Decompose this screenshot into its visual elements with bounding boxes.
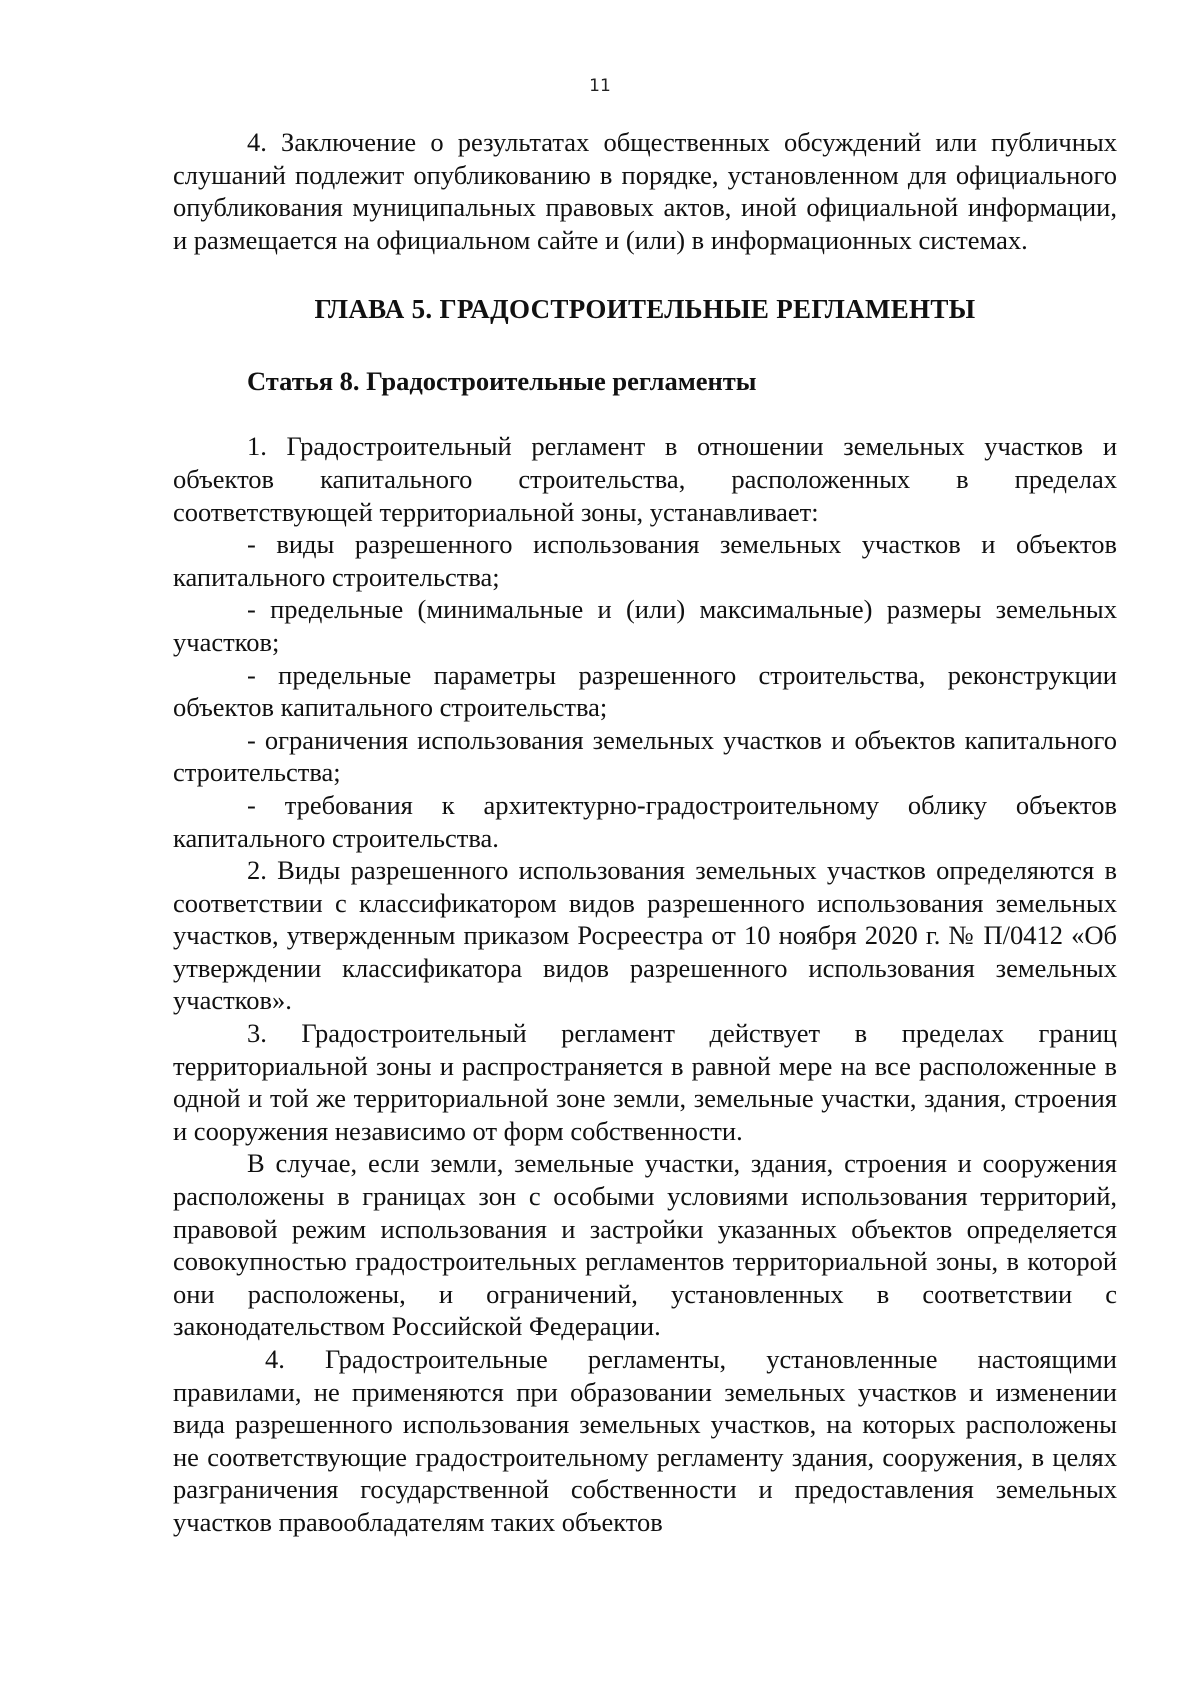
paragraph-4: 4. Градостроительные регламенты, установленные настоящими правилами, не применяются при образовании земельных участков и изменении вида разрешенного использования земельных участков, на которых расположены не соответствующие градостроительному регламенту здания, сооружения, в целях разграничения государственной собственности и предоставления земельных участков правообладателям таких объектов	[173, 1344, 1117, 1537]
bullet-5: - требования к архитектурно-градостроительному облику объектов капитального строительства.	[173, 789, 1117, 853]
page-content	[173, 126, 1117, 1539]
paragraph-1: 1. Градостроительный регламент в отношении земельных участков и объектов капитального строительства, расположенных в пределах соответствующей территориальной зоны, устанавливает:	[173, 431, 1117, 527]
paragraph-2: 2. Виды разрешенного использования земельных участков определяются в соответствии с классификатором видов разрешенного использования земельных участков, утвержденным приказом Росреестра от 10 ноября 2020 г. № П/0412 «Об утверждении классификатора видов разрешенного использования земельных участков».	[173, 855, 1117, 1016]
bullet-4: - ограничения использования земельных участков и объектов капитального строительства;	[173, 724, 1117, 788]
page-number: 11	[589, 76, 611, 96]
paragraph-conclusion: 4. Заключение о результатах общественных обсуждений или публичных слушаний подлежит опубликованию в порядке, установленном для официального опубликования муниципальных правовых актов, иной официальной информации, и размещается на официальном сайте и (или) в информационных системах.	[173, 127, 1117, 255]
spacer	[173, 398, 1117, 430]
chapter-title: ГЛАВА 5. ГРАДОСТРОИТЕЛЬНЫЕ РЕГЛАМЕНТЫ	[314, 294, 976, 325]
paragraph-3-continued: В случае, если земли, земельные участки, здания, строения и сооружения расположены в границах зон с особыми условиями использования территорий, правовой режим использования и застройки указанных объектов определяется совокупностью градостроительных регламентов территориальной зоны, в которой они расположены, и ограничений, установленных в соответствии с законодательством Российской Федерации.	[173, 1148, 1117, 1342]
paragraph-3: 3. Градостроительный регламент действует в пределах границ территориальной зоны и распространяется в равной мере на все расположенные в одной и той же территориальной зоне земли, земельные участки, здания, строения и сооружения независимо от форм собственности.	[173, 1018, 1117, 1146]
article-title: Статья 8. Градостроительные регламенты	[247, 366, 757, 397]
bullet-2: - предельные (минимальные и (или) максимальные) размеры земельных участков;	[173, 594, 1117, 657]
bullet-1: - виды разрешенного использования земельных участков и объектов капитального строительства;	[173, 529, 1117, 592]
bullet-3: - предельные параметры разрешенного строительства, реконструкции объектов капитального строительства;	[173, 659, 1117, 723]
